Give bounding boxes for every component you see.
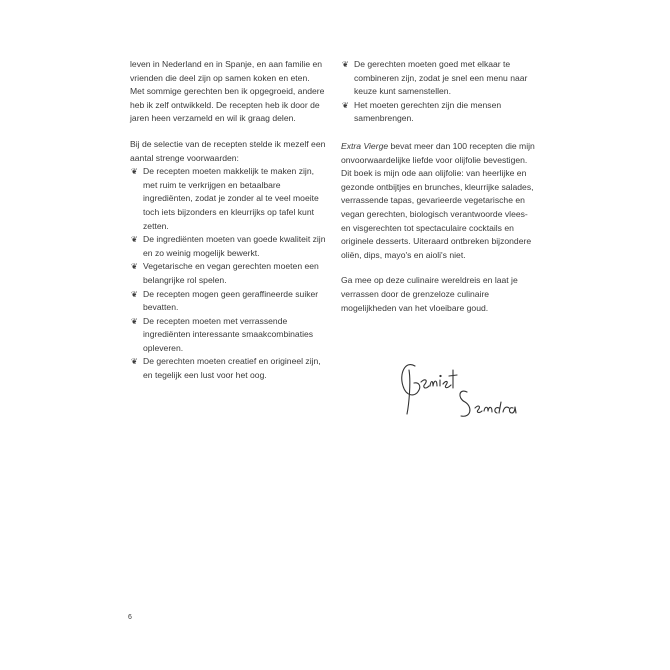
book-paragraph: Extra Vierge bevat meer dan 100 recepten die mijn onvoorwaardelijke liefde voor olijfolie bevestigen. Dit boek is mijn ode aan olijfolie: van heerlijke en gezonde ontbijtjes en brunches, kleurrijke salades, verrassende tapas, gevarieerde vegetarische en vegan gerechten, biologisch verantwoorde vlees- en visgerechten tot spectaculaire cocktails en originele desserts. Uiteraard ontbreken bijzondere oliën, dips, mayo's en aioli's niet. xyxy=(341,140,535,260)
page-number: 6 xyxy=(128,614,132,621)
list-item: ❦ De recepten mogen geen geraffineerde suiker bevatten. xyxy=(131,288,319,313)
list-item: ❦ Vegetarische en vegan gerechten moeten een belangrijke rol spelen. xyxy=(131,261,319,285)
leaf-bullet-icon: ❦ xyxy=(342,100,349,110)
leaf-bullet-icon: ❦ xyxy=(131,167,138,177)
signature xyxy=(395,352,545,442)
selection-intro: Bij de selectie van de recepten stelde ik mezelf een aantal strenge voorwaarden: xyxy=(130,138,326,163)
list-item: ❦ De recepten moeten met verrassende ingrediënten interessante smaakcombinaties opleveren. xyxy=(131,315,314,353)
leaf-bullet-icon: ❦ xyxy=(131,357,138,367)
signature-text: Geniet Sandra xyxy=(395,352,402,353)
list-item: ❦ De recepten moeten makkelijk te maken zijn, met ruim te verkrijgen en betaalbare ingrediënten, zodat je zonder al te veel moeite toch iets bijzonders en kleurrijks op tafel kunt zetten. xyxy=(131,166,319,231)
requirements-list xyxy=(130,165,326,383)
intro-paragraph: leven in Nederland en in Spanje, en aan familie en vrienden die deel zijn op samen koken en eten. Met sommige gerechten ben ik opgegroeid, andere heb ik zelf ontwikkeld. De recepten heb ik door de jaren heen verzameld en wil ik graag delen. xyxy=(130,59,325,124)
list-item: ❦ De ingrediënten moeten van goede kwaliteit zijn en zo weinig mogelijk bewerkt. xyxy=(131,234,326,258)
closing-paragraph: Ga mee op deze culinaire wereldreis en laat je verrassen door de grenzeloze culinaire mogelijkheden van het vloeibare goud. xyxy=(341,275,518,313)
list-item: ❦ De gerechten moeten creatief en origineel zijn, en tegelijk een lust voor het oog. xyxy=(131,356,321,381)
leaf-bullet-icon: ❦ xyxy=(131,289,138,299)
requirements-list-continued xyxy=(341,58,537,126)
right-column xyxy=(341,58,537,327)
leaf-bullet-icon: ❦ xyxy=(131,316,138,326)
list-item: ❦ Het moeten gerechten zijn die mensen samenbrengen. xyxy=(342,99,502,124)
leaf-bullet-icon: ❦ xyxy=(131,262,138,272)
list-item: ❦ De gerechten moeten goed met elkaar te combineren zijn, zodat je snel een menu naar keuze kunt samenstellen. xyxy=(342,59,528,97)
leaf-bullet-icon: ❦ xyxy=(342,60,349,69)
left-column xyxy=(130,58,326,395)
book-title: Extra Vierge xyxy=(341,140,389,151)
leaf-bullet-icon: ❦ xyxy=(131,235,138,245)
